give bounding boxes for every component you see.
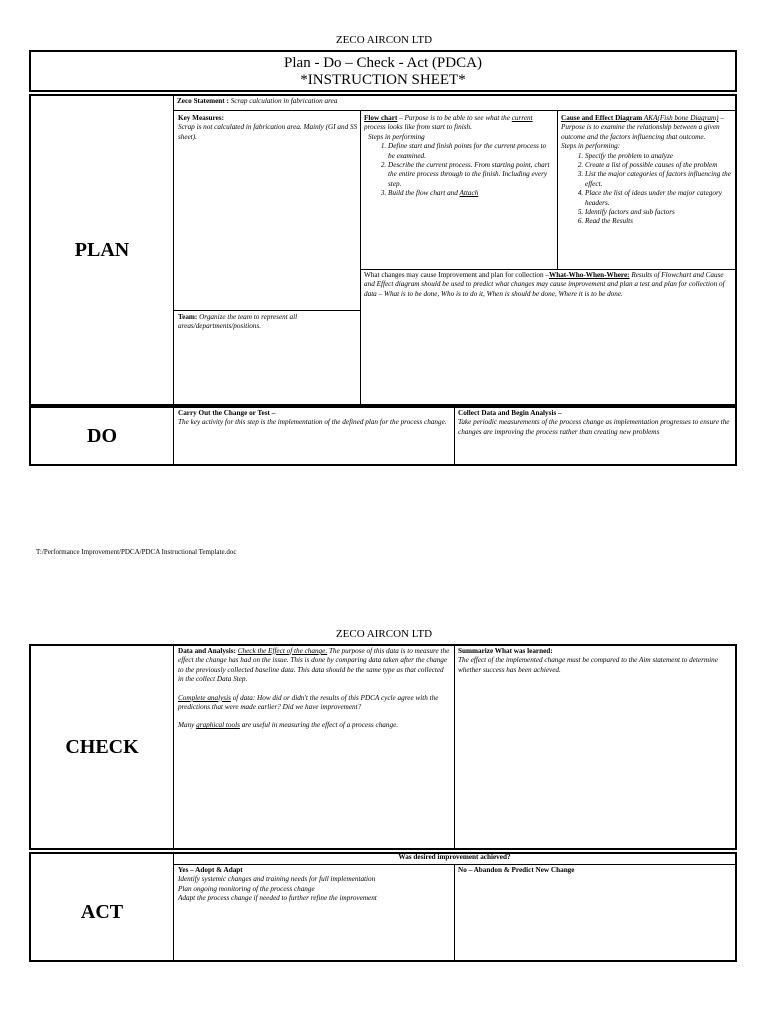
yes-line: Identify systemic changes and training needs for full implementation [178, 875, 376, 884]
yes-adopt [178, 866, 450, 904]
what-changes [364, 271, 732, 299]
what-divider [361, 269, 735, 270]
check-divider [173, 644, 174, 850]
team [178, 313, 358, 332]
achieved-question: Was desired improvement achieved? [398, 853, 511, 861]
flow-chart-label: Flow chart [364, 114, 398, 122]
check-mid-divider [454, 644, 455, 850]
cause-intro: – Purpose is to examine the relationship between a given outcome and the factors influencing that outcome. [561, 114, 724, 141]
flow-chart [364, 114, 554, 199]
do-label: DO [87, 424, 117, 447]
what-changes-head: What-Who-When-Where: [549, 271, 630, 279]
many-text-a: Many [178, 721, 197, 730]
cause-step: 2. Create a list of possible causes of the problem [585, 161, 733, 170]
carry-text: The key activity for this step is the implementation of the defined plan for the process change. [178, 418, 447, 427]
act-divider [173, 852, 174, 962]
do-divider [173, 406, 174, 466]
title-box [29, 50, 737, 92]
cause-steps-label: Steps in performing: [561, 142, 621, 151]
cause-step: 3. List the major categories of factors influencing the effect. [585, 170, 733, 189]
flow-divider [557, 111, 558, 269]
no-abandon: No – Abandon & Predict New Change [458, 866, 575, 874]
key-measures-cell [174, 111, 361, 406]
many-text-b: are useful in measuring the effect of a process change. [239, 721, 399, 730]
cause-step: 1. Specify the problem to analyze [585, 152, 733, 161]
yes-line: Adapt the process change if needed to further refine the improvement [178, 894, 377, 903]
flow-intro-a: – Purpose is to be able to see what the [397, 114, 512, 122]
statement-label: Zeco Statement : [177, 97, 229, 105]
what-changes-text: Results of Flowchart and Cause and Effect diagram should be used to predict what changes may cause improvement and plan a test and plan for collection of data – What is to be done, Who is to do it, When is should be done, Where it is to be done. [364, 271, 725, 298]
flow-step: 1. Define start and finish points for the current process to be examined. [388, 142, 554, 161]
flow-step3-attach: Attach [459, 189, 479, 198]
company-name-2: ZECO AIRCON LTD [335, 628, 433, 640]
cause-label: Cause and Effect Diagram [561, 114, 643, 122]
do-mid-divider [454, 406, 455, 466]
cause-aka: AKA(Fish bone Diagram) [642, 114, 719, 122]
plan-label: PLAN [74, 238, 130, 261]
collect-label: Collect Data and Begin Analysis – [458, 409, 562, 417]
key-measures-label: Key Measures: [178, 114, 224, 122]
summarize-text: The effect of the implemented change must be compared to the Aim statement to determine whether success has been achieved. [458, 656, 718, 674]
flow-intro-b: process looks like from start to finish. [364, 123, 472, 132]
cause-step: 5. Identify factors and sub factors [585, 208, 733, 217]
flow-steps-label: Steps in performing [368, 132, 425, 141]
check-label: CHECK [65, 735, 139, 758]
carry-label: Carry Out the Change or Test – [178, 409, 276, 417]
flow-step [388, 189, 554, 198]
carry-out [178, 409, 450, 428]
flow-step: 2. Describe the current process. From starting point, chart the entire process through to the finish. Including every step. [388, 161, 554, 189]
page-title: Plan - Do – Check - Act (PDCA) [284, 55, 482, 71]
yes-label: Yes – Adopt & Adapt [178, 866, 243, 874]
yes-line: Plan ongoing monitoring of the process change [178, 884, 315, 893]
cause-effect [561, 114, 733, 227]
collect-text: Take periodic measurements of the process change as implementation progresses to ensure the changes are improving the process rather than creating new problems [458, 418, 730, 436]
key-measures [178, 114, 358, 142]
act-label: ACT [80, 900, 124, 923]
what-changes-lead: What changes may cause Improvement and plan for collection – [364, 271, 550, 279]
summarize-label: Summarize What was learned: [458, 647, 553, 655]
act-mid-divider [454, 864, 455, 962]
team-text: Organize the team to represent all areas/departments/positions. [178, 313, 298, 331]
footer-path: T:/Performance Improvement/PDCA/PDCA Instructional Template.doc [36, 548, 237, 556]
summarize [458, 647, 734, 675]
data-analysis [178, 647, 450, 731]
cause-step: 4. Place the list of ideas under the major category headers. [585, 189, 733, 208]
statement-text: Scrap calculation in fabrication area [228, 97, 338, 105]
complete-analysis-link: Complete analysis [178, 693, 231, 702]
collect-data [458, 409, 734, 437]
complete-analysis-text: of data: How did or didn't the results of this PDCA cycle agree with the predictions that were made earlier? Did we have improvement? [178, 693, 439, 712]
page-subtitle: *INSTRUCTION SHEET* [300, 72, 466, 88]
data-analysis-label: Data and Analysis: [178, 647, 236, 655]
key-measures-text: Scrap is not calculated in fabrication area. Mainly (GI and SS sheet). [178, 123, 358, 141]
data-analysis-link: Check the Effect of the change. [237, 647, 328, 655]
graphical-tools-link: graphical tools [196, 721, 240, 730]
data-analysis-text: The purpose of this data is to measure the effect the change has had on the issue. This is done by comparing data taken after the change to the previously collected baseline data. This data should be the same type as that collected in the collect Data Step. [178, 647, 450, 684]
flow-step3-text: Build the flow chart and [388, 189, 460, 198]
zeco-statement [177, 97, 727, 106]
team-label: Team: [178, 313, 198, 321]
company-name: ZECO AIRCON LTD [335, 34, 433, 46]
flow-intro-current: current [511, 114, 533, 122]
team-divider [174, 310, 361, 311]
cause-step: 6. Read the Results [585, 217, 733, 226]
